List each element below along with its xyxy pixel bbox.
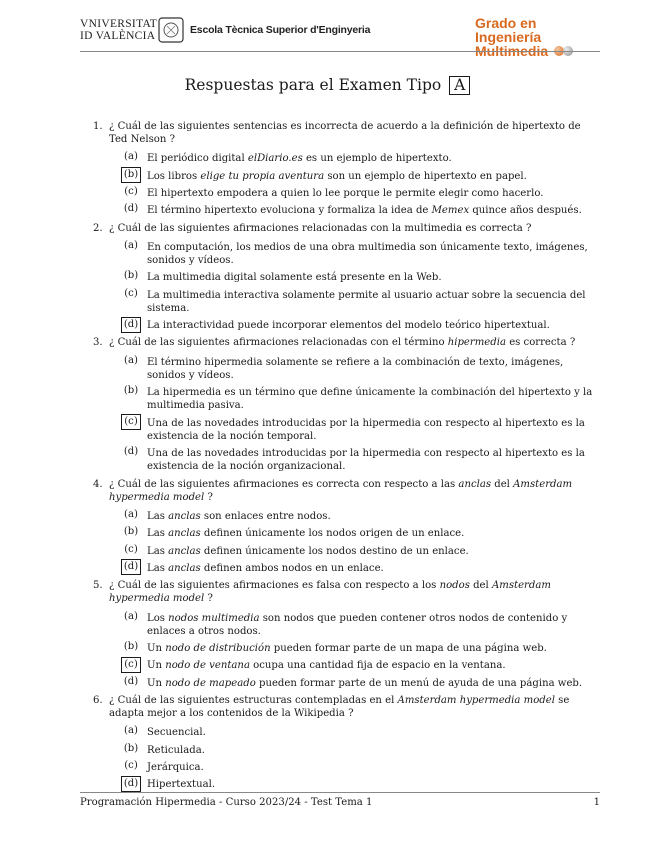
answer-letter: (d) <box>123 675 139 687</box>
exam-type-box: A <box>449 76 470 95</box>
university-logo <box>80 18 157 42</box>
answer-text: Un nodo de ventana ocupa una cantidad fija de espacio en la ventana. <box>147 660 506 672</box>
question-number: 6. <box>93 694 103 706</box>
answer-option <box>109 510 600 523</box>
question-text: ¿ Cuál de las siguientes afirmaciones relacionadas con la multimedia es correcta ? <box>109 222 532 234</box>
answer-option <box>109 152 600 165</box>
answer-text: Las anclas definen únicamente los nodos destino de un enlace. <box>147 545 469 557</box>
answer-option <box>109 241 600 267</box>
question-6 <box>93 694 600 792</box>
answer-letter: (b) <box>123 385 139 397</box>
answer-option <box>109 319 600 332</box>
answer-letter: (b) <box>123 270 139 282</box>
answer-letter: (a) <box>124 610 138 622</box>
answer-option <box>109 356 600 382</box>
answer-option <box>109 677 600 690</box>
answer-option <box>109 289 600 315</box>
answer-text: Los libros elige tu propia aventura son un ejemplo de hipertexto en papel. <box>147 170 527 182</box>
question-text: ¿ Cuál de las siguientes afirmaciones relacionadas con el término hipermedia es correcta ? <box>109 337 576 349</box>
answer-text: Las anclas son enlaces entre nodos. <box>147 511 331 522</box>
answer-letter: (a) <box>124 151 138 163</box>
answer-text: El término hipermedia solamente se refiere a la combinación de texto, imágenes, sonidos y vídeos. <box>147 356 564 381</box>
question-4 <box>93 478 600 576</box>
answer-letter: (a) <box>124 239 138 251</box>
answer-text: La interactividad puede incorporar elementos del modelo teórico hipertextual. <box>147 320 550 332</box>
answer-option <box>109 204 600 217</box>
answer-text: Un nodo de mapeado pueden formar parte de un menú de ayuda de una página web. <box>147 677 583 689</box>
answer-letter: (a) <box>124 354 138 366</box>
correct-answer-letter: (c) <box>121 657 141 673</box>
answer-letter: (c) <box>124 186 138 197</box>
answer-text: Una de las novedades introducidas por la hipermedia con respecto al hipertexto es la existencia de la noción organizacional. <box>147 448 585 473</box>
answer-letter: (a) <box>124 509 138 520</box>
page-title <box>0 76 655 95</box>
answer-text: El hipertexto empodera a quien lo lee porque le permite elegir como hacerlo. <box>147 188 544 199</box>
question-text: ¿ Cuál de las siguientes estructuras contempladas en el Amsterdam hypermedia model se adapta mejor a los contenidos de la Wikipedia ? <box>109 694 570 720</box>
answer-text: Las anclas definen únicamente los nodos origen de un enlace. <box>147 528 465 540</box>
question-number: 5. <box>93 580 103 592</box>
question-text: ¿ Cuál de las siguientes afirmaciones es falsa con respecto a los nodos del Amsterdam hypermedia model ? <box>109 580 551 605</box>
correct-answer-letter: (d) <box>121 776 141 792</box>
answer-option <box>109 744 600 757</box>
seal-icon <box>158 17 184 43</box>
answer-letter: (c) <box>124 543 138 555</box>
answer-letter: (c) <box>124 759 138 771</box>
answer-text: En computación, los medios de una obra multimedia son únicamente texto, imágenes, sonidos y vídeos. <box>147 241 588 266</box>
answer-text: La multimedia interactiva solamente permite al usuario actuar sobre la secuencia del sistema. <box>147 289 586 314</box>
answer-text: Una de las novedades introducidas por la hipermedia con respecto al hipertexto es la existencia de la noción temporal. <box>147 417 585 442</box>
page-number: 1 <box>593 797 600 808</box>
answer-option <box>109 726 600 739</box>
correct-answer-letter: (d) <box>121 559 141 575</box>
footer-divider <box>80 792 600 793</box>
question-number: 4. <box>93 478 103 490</box>
answer-option <box>109 187 600 200</box>
footer-course: Programación Hipermedia - Curso 2023/24 - Test Tema 1 <box>80 797 373 808</box>
header-divider <box>80 51 600 52</box>
answer-text: Un nodo de distribución pueden formar parte de un mapa de una página web. <box>147 643 547 655</box>
school-name: Escola Tècnica Superior d'Enginyeria <box>190 24 371 36</box>
answer-option <box>109 527 600 540</box>
question-3 <box>93 336 600 473</box>
answer-text: La hipermedia es un término que define únicamente la combinación del hipertexto y la multimedia pasiva. <box>147 387 593 412</box>
answer-option <box>109 386 600 412</box>
answer-text: Secuencial. <box>147 727 206 739</box>
question-2 <box>93 222 600 333</box>
question-1 <box>93 120 600 218</box>
question-number: 2. <box>93 222 103 234</box>
university-name-line2: ID VALÈNCIA <box>80 30 156 42</box>
university-name-line1: VNIVERSITAT <box>80 18 158 30</box>
answer-option <box>109 447 600 473</box>
answer-letter: (b) <box>123 526 139 538</box>
answer-text: Los nodos multimedia son nodos que pueden contener otros nodos de contenido y enlaces a otros nodos. <box>147 612 568 637</box>
answer-letter: (a) <box>124 725 138 737</box>
question-text: ¿ Cuál de las siguientes sentencias es incorrecta de acuerdo a la definición de hipertexto de Ted Nelson ? <box>109 121 581 146</box>
correct-answer-letter: (b) <box>121 167 141 183</box>
question-number: 3. <box>93 337 103 349</box>
page-header <box>80 14 600 59</box>
answer-option <box>109 761 600 774</box>
answer-option <box>109 545 600 558</box>
answer-option <box>109 659 600 672</box>
title-text: Respuestas para el Examen Tipo <box>184 76 442 94</box>
answer-option <box>109 642 600 655</box>
question-number: 1. <box>93 121 103 132</box>
answer-text: Reticulada. <box>147 744 205 756</box>
answer-letter: (b) <box>123 742 139 754</box>
answer-text: El término hipertexto evoluciona y formaliza la idea de Memex quince años después. <box>147 205 582 217</box>
answer-option <box>109 170 600 183</box>
answer-option <box>109 778 600 791</box>
correct-answer-letter: (d) <box>121 317 141 333</box>
answer-option <box>109 271 600 284</box>
answer-text: Jerárquica. <box>147 761 204 773</box>
answer-option <box>109 417 600 443</box>
answer-text: Las anclas definen ambos nodos en un enlace. <box>147 562 384 574</box>
answer-letter: (b) <box>123 641 139 653</box>
answer-letter: (c) <box>124 287 138 299</box>
answer-text: Hipertextual. <box>147 779 216 791</box>
correct-answer-letter: (c) <box>121 414 141 430</box>
question-list <box>93 120 600 796</box>
degree-name-line2: Multimedia <box>475 43 549 59</box>
answer-text: La multimedia digital solamente está presente en la Web. <box>147 272 442 284</box>
answer-letter: (d) <box>123 446 139 458</box>
question-5 <box>93 579 600 690</box>
answer-option <box>109 562 600 575</box>
answer-letter: (d) <box>123 203 139 215</box>
answer-option <box>109 612 600 638</box>
answer-text: El periódico digital elDiario.es es un ejemplo de hipertexto. <box>147 153 452 165</box>
question-text: ¿ Cuál de las siguientes afirmaciones es correcta con respecto a las anclas del Amsterdam hypermedia model ? <box>109 478 573 503</box>
degree-name-line1: Grado en Ingeniería <box>475 15 542 45</box>
